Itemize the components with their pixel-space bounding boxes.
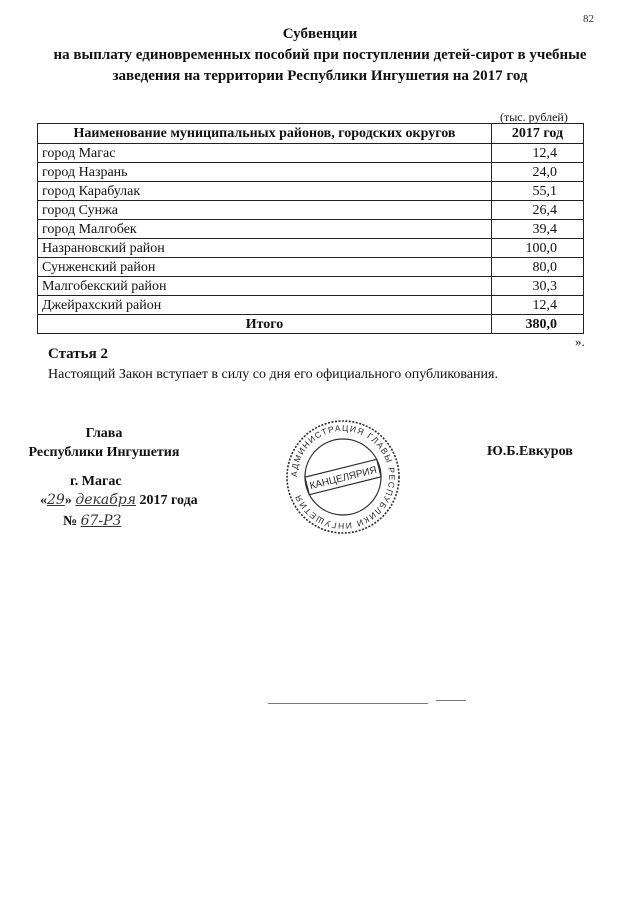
district-name: город Магас [38, 144, 492, 163]
table-total-row [38, 315, 584, 334]
district-name: Джейрахский район [38, 296, 492, 315]
subventions-table [37, 123, 584, 334]
signer-role-line-1: Глава [85, 426, 123, 441]
date-quote-close: » [64, 493, 72, 508]
signing-date [40, 492, 198, 509]
total-value: 380,0 [492, 315, 584, 334]
header-year: 2017 год [492, 124, 584, 144]
district-value: 39,4 [492, 220, 584, 239]
article-title: Статья 2 [48, 346, 108, 362]
table-row [38, 163, 584, 182]
signer-name: Ю.Б.Евкуров [487, 444, 573, 459]
stamp-ring-text: АДМИНИСТРАЦИЯ ГЛАВЫ РЕСПУБЛИКИ ИНГУШЕТИЯ [288, 422, 398, 532]
table-row [38, 239, 584, 258]
table-row [38, 201, 584, 220]
district-name: Сунженский район [38, 258, 492, 277]
table-header-row [38, 124, 584, 144]
district-name: Малгобекский район [38, 277, 492, 296]
district-value: 26,4 [492, 201, 584, 220]
district-name: город Карабулак [38, 182, 492, 201]
table-row [38, 144, 584, 163]
district-value: 30,3 [492, 277, 584, 296]
table-row [38, 182, 584, 201]
date-year: 2017 года [139, 493, 198, 508]
page-number: 82 [583, 13, 594, 25]
district-value: 24,0 [492, 163, 584, 182]
district-name: город Малгобек [38, 220, 492, 239]
table-row [38, 220, 584, 239]
district-value: 55,1 [492, 182, 584, 201]
closing-quote: ». [575, 334, 585, 349]
district-value: 12,4 [492, 296, 584, 315]
stamp-center-text: КАНЦЕЛЯРИЯ [308, 464, 379, 493]
date-month: декабря [75, 492, 136, 508]
document-subtitle-line-1: на выплату единовременных пособий при поступлении детей-сирот в учебные [53, 47, 587, 63]
units-label: (тыс. рублей) [500, 110, 568, 124]
district-name: город Сунжа [38, 201, 492, 220]
number-value: 67-РЗ [80, 513, 122, 529]
table-row [38, 258, 584, 277]
number-prefix: № [63, 514, 78, 529]
signing-city: г. Магас [70, 474, 122, 489]
date-quote-open: « [40, 493, 47, 508]
chancellery-stamp [284, 418, 402, 536]
date-day: 29 [47, 492, 65, 508]
law-number [63, 513, 121, 530]
scan-artifact-line [436, 700, 466, 701]
total-label: Итого [38, 315, 492, 334]
district-value: 12,4 [492, 144, 584, 163]
header-district: Наименование муниципальных районов, городских округов [38, 124, 492, 144]
table-row [38, 296, 584, 315]
article-text: Настоящий Закон вступает в силу со дня его официального опубликования. [48, 367, 498, 382]
signer-title [20, 424, 188, 462]
document-subtitle-line-2: заведения на территории Республики Ингушетия на 2017 год [112, 68, 528, 84]
district-name: Назрановский район [38, 239, 492, 258]
document-title: Субвенции [282, 26, 358, 42]
table-row [38, 277, 584, 296]
scan-artifact-line [268, 703, 428, 704]
signer-role-line-2: Республики Ингушетия [28, 445, 180, 460]
district-name: город Назрань [38, 163, 492, 182]
district-value: 100,0 [492, 239, 584, 258]
district-value: 80,0 [492, 258, 584, 277]
